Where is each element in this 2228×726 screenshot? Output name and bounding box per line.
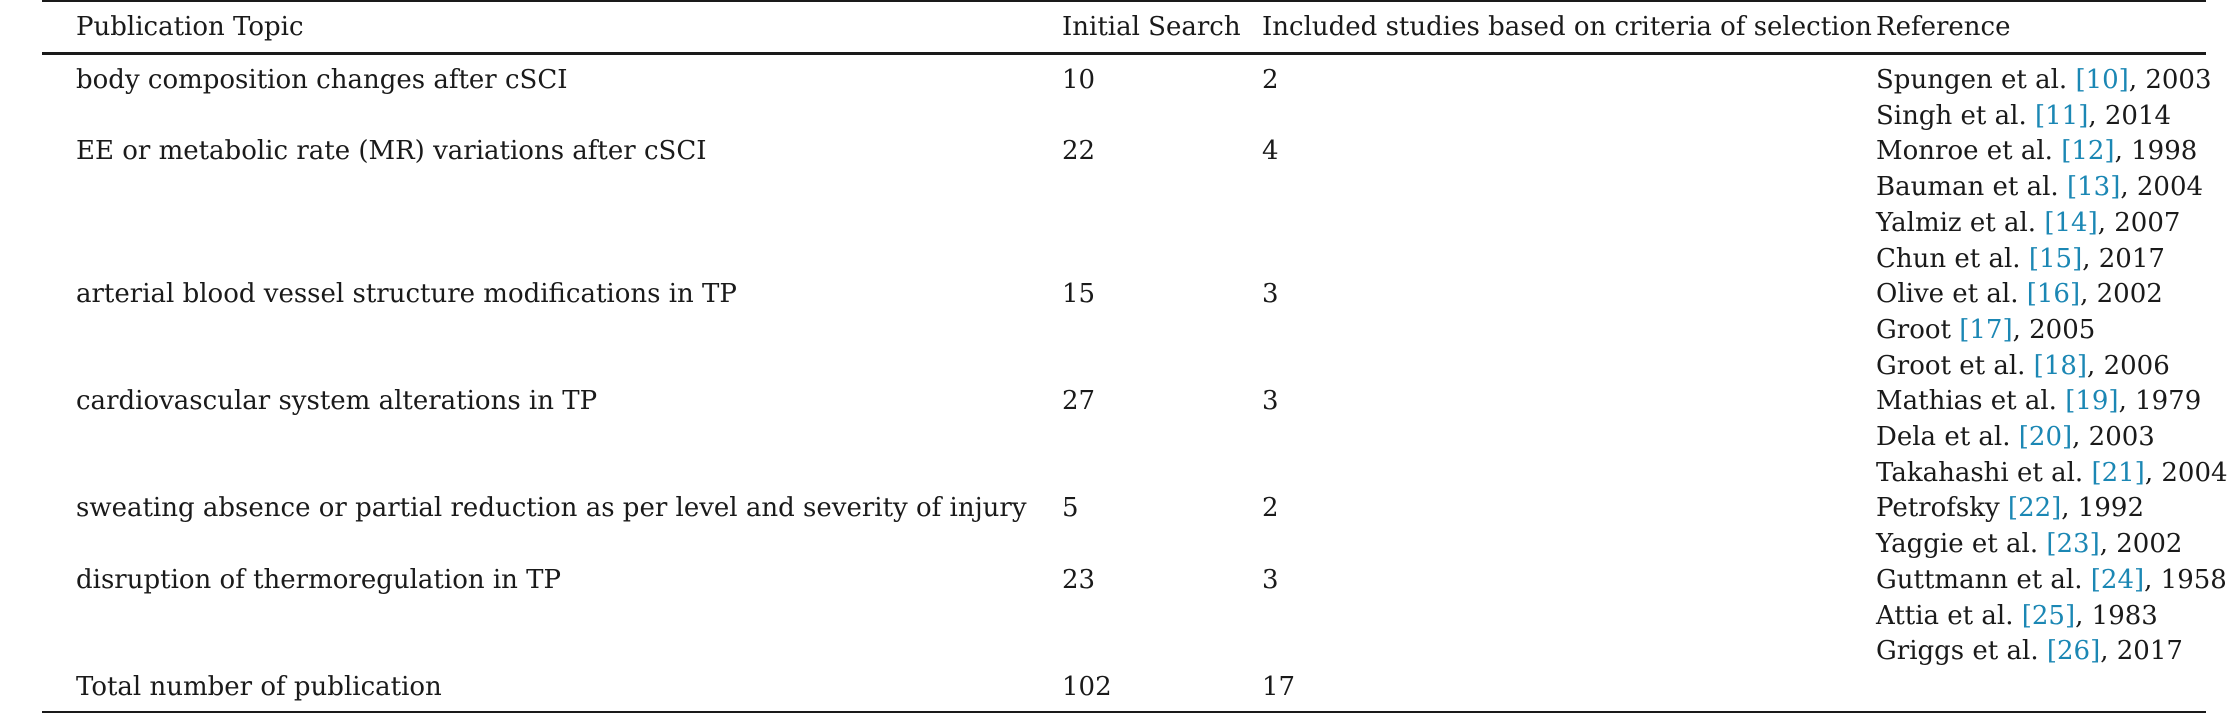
reference-citation-link[interactable]: [24] xyxy=(2090,564,2145,595)
header-publication-topic: Publication Topic xyxy=(42,1,1062,54)
reference-citation-link[interactable]: [10] xyxy=(2075,65,2129,95)
reference-citation-link[interactable]: [12] xyxy=(2061,136,2115,167)
reference-entry xyxy=(1876,634,2206,670)
reference-citation-link[interactable]: [17] xyxy=(1959,314,2013,345)
reference-entry xyxy=(1876,170,2206,206)
total-row xyxy=(42,670,2206,712)
cell-initial-search: 15 xyxy=(1062,279,1096,310)
reference-year: , 2017 xyxy=(2082,243,2165,274)
reference-year: , 2004 xyxy=(2144,457,2228,488)
cell-publication-topic: arterial blood vessel structure modifications in TP xyxy=(76,279,737,310)
table-row xyxy=(42,491,2206,562)
cell-initial-search: 10 xyxy=(1062,65,1096,95)
table-row xyxy=(42,277,2206,384)
reference-author: Mathias et al. xyxy=(1876,386,2057,417)
reference-citation-link[interactable]: [20] xyxy=(2018,422,2073,453)
reference-year: , 1998 xyxy=(2114,136,2198,167)
reference-author: Bauman et al. xyxy=(1876,172,2059,203)
total-included-studies: 17 xyxy=(1262,670,1876,712)
reference-citation-link[interactable]: [22] xyxy=(2007,493,2062,524)
reference-author: Spungen et al. xyxy=(1876,65,2068,95)
reference-author: Attia et al. xyxy=(1876,600,2014,631)
cell-initial-search: 23 xyxy=(1062,564,1096,595)
publication-table xyxy=(42,0,2228,713)
cell-initial-search: 22 xyxy=(1062,136,1096,167)
cell-included-studies: 3 xyxy=(1262,564,1279,595)
reference-entry xyxy=(1876,242,2206,278)
reference-citation-link[interactable]: [16] xyxy=(2026,279,2081,310)
reference-entry xyxy=(1876,491,2206,527)
header-reference: Reference xyxy=(1876,1,2206,54)
reference-year: , 1979 xyxy=(2118,386,2202,417)
cell-initial-search: 5 xyxy=(1062,493,1079,524)
reference-year: , 2002 xyxy=(2080,279,2163,310)
reference-author: Yaggie et al. xyxy=(1876,529,2039,560)
reference-entry xyxy=(1876,384,2206,420)
header-row xyxy=(42,1,2206,54)
reference-citation-link[interactable]: [14] xyxy=(2044,207,2098,238)
reference-year: , 1983 xyxy=(2075,600,2158,631)
header-included-studies: Included studies based on criteria of selection xyxy=(1262,1,1876,54)
table-row xyxy=(42,134,2206,277)
reference-year: , 2014 xyxy=(2088,100,2172,131)
reference-citation-link[interactable]: [19] xyxy=(2065,386,2119,417)
total-initial-search: 102 xyxy=(1062,670,1262,712)
reference-author: Chun et al. xyxy=(1876,243,2021,274)
cell-publication-topic: sweating absence or partial reduction as per level and severity of injury xyxy=(76,493,1027,524)
reference-author: Olive et al. xyxy=(1876,279,2019,310)
reference-author: Singh et al. xyxy=(1876,100,2027,131)
cell-publication-topic: EE or metabolic rate (MR) variations after cSCI xyxy=(76,136,707,167)
table-row xyxy=(42,384,2206,491)
reference-year: , 2017 xyxy=(2100,636,2183,667)
reference-year: , 1958 xyxy=(2144,564,2227,595)
cell-publication-topic: cardiovascular system alterations in TP xyxy=(76,386,598,417)
total-label: Total number of publication xyxy=(42,670,1062,712)
reference-entry xyxy=(1876,420,2206,456)
reference-entry xyxy=(1876,277,2206,313)
reference-author: Griggs et al. xyxy=(1876,636,2039,667)
table-body xyxy=(42,54,2228,712)
reference-entry xyxy=(1876,563,2227,599)
reference-entry xyxy=(1876,349,2206,385)
cell-included-studies: 3 xyxy=(1262,386,1279,417)
reference-year: , 1992 xyxy=(2061,493,2144,524)
reference-citation-link[interactable]: [13] xyxy=(2066,172,2121,203)
cell-included-studies: 3 xyxy=(1262,279,1279,310)
reference-author: Guttmann et al. xyxy=(1876,564,2083,595)
cell-reference xyxy=(1876,563,2227,670)
reference-author: Yalmiz et al. xyxy=(1876,207,2037,238)
reference-year: , 2003 xyxy=(2128,65,2212,95)
reference-citation-link[interactable]: [26] xyxy=(2046,636,2101,667)
cell-reference xyxy=(1876,277,2206,384)
total-reference-empty xyxy=(1876,670,2206,712)
cell-reference xyxy=(1876,134,2206,277)
cell-reference xyxy=(1876,384,2228,491)
reference-author: Groot et al. xyxy=(1876,350,2026,381)
reference-entry xyxy=(1876,456,2228,492)
reference-citation-link[interactable]: [15] xyxy=(2028,243,2083,274)
cell-initial-search: 27 xyxy=(1062,386,1096,417)
header-initial-search: Initial Search xyxy=(1062,1,1262,54)
cell-included-studies: 2 xyxy=(1262,493,1279,524)
reference-author: Monroe et al. xyxy=(1876,136,2053,167)
cell-reference xyxy=(1876,491,2206,562)
table-row xyxy=(42,54,2206,135)
table-header xyxy=(42,1,2206,54)
table-row xyxy=(42,563,2206,670)
cell-publication-topic: body composition changes after cSCI xyxy=(76,65,568,95)
reference-citation-link[interactable]: [25] xyxy=(2021,600,2076,631)
reference-year: , 2003 xyxy=(2072,422,2155,453)
reference-author: Petrofsky xyxy=(1876,493,2000,524)
reference-author: Groot xyxy=(1876,314,1951,345)
reference-entry xyxy=(1876,527,2206,563)
reference-entry xyxy=(1876,134,2206,170)
reference-entry xyxy=(1876,599,2206,635)
reference-citation-link[interactable]: [23] xyxy=(2046,529,2100,560)
reference-year: , 2007 xyxy=(2097,207,2181,238)
reference-entry xyxy=(1876,206,2206,242)
reference-entry xyxy=(1876,313,2206,349)
reference-citation-link[interactable]: [21] xyxy=(2091,457,2145,488)
reference-author: Takahashi et al. xyxy=(1876,457,2084,488)
cell-publication-topic: disruption of thermoregulation in TP xyxy=(76,564,562,595)
cell-included-studies: 2 xyxy=(1262,65,1279,95)
reference-year: , 2002 xyxy=(2099,529,2183,560)
reference-entry xyxy=(1876,63,2212,99)
reference-entry xyxy=(1876,99,2206,135)
reference-citation-link[interactable]: [11] xyxy=(2034,100,2089,131)
reference-year: , 2005 xyxy=(2012,314,2096,345)
cell-included-studies: 4 xyxy=(1262,136,1279,167)
reference-year: , 2006 xyxy=(2087,350,2170,381)
reference-citation-link[interactable]: [18] xyxy=(2033,350,2088,381)
cell-reference xyxy=(1876,54,2212,135)
reference-year: , 2004 xyxy=(2120,172,2204,203)
publication-table-container xyxy=(42,0,2228,713)
reference-author: Dela et al. xyxy=(1876,422,2011,453)
